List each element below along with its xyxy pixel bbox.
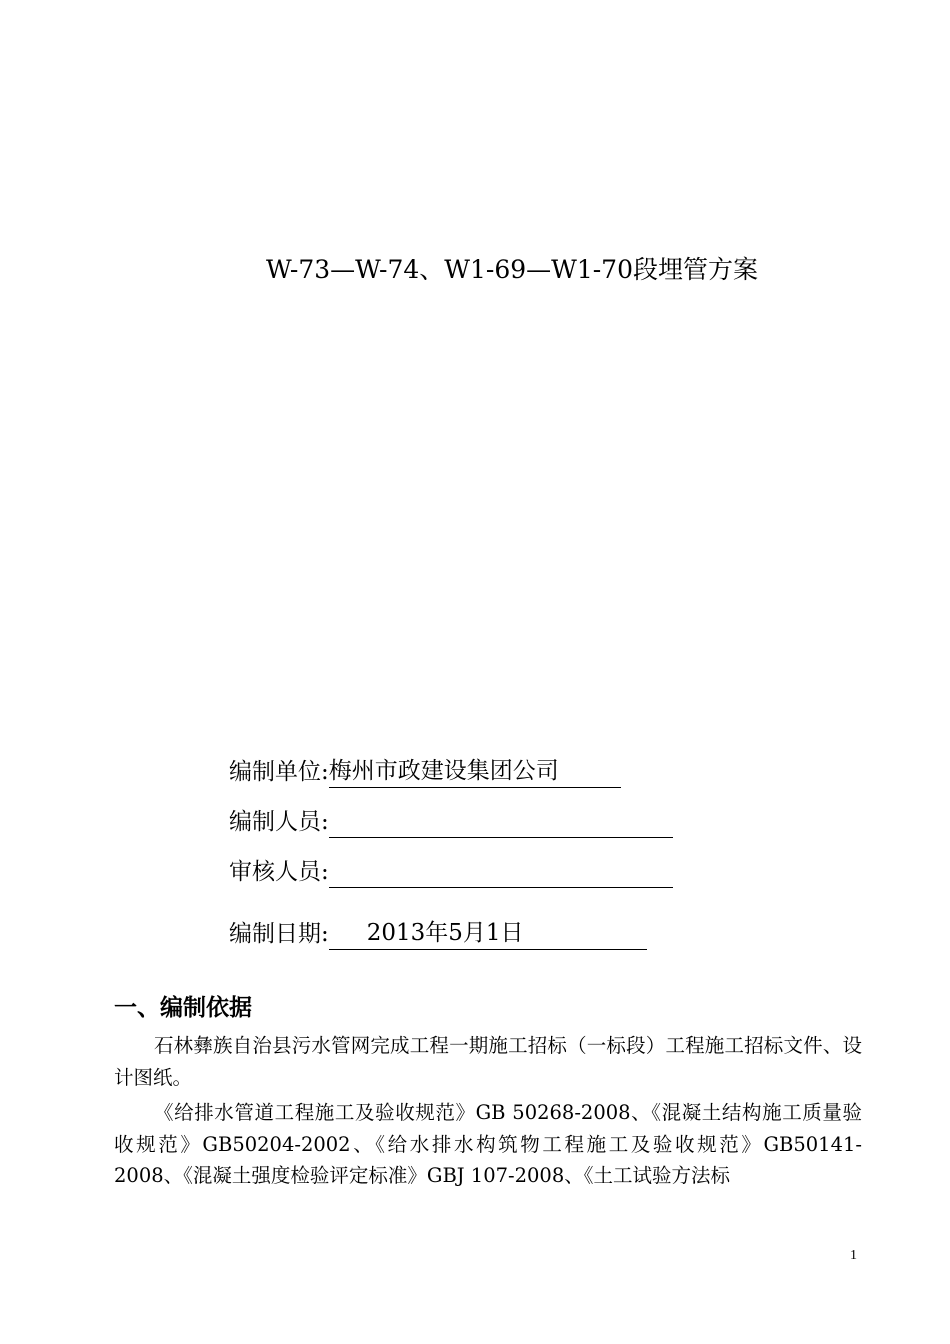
paragraph: 石林彝族自治县污水管网完成工程一期施工招标（一标段）工程施工招标文件、设计图纸。 — [114, 1034, 862, 1089]
document-title: W-73—W-74、W1-69—W1-70段埋管方案 — [266, 255, 758, 284]
compiling-unit-row — [229, 756, 621, 788]
compiling-unit-value: 梅州市政建设集团公司 — [329, 757, 621, 788]
compile-date-label: 编制日期: — [229, 921, 329, 947]
reviewer-label: 审核人员: — [229, 859, 329, 885]
reviewer-row — [229, 856, 673, 888]
section-heading: 一、编制依据 — [114, 995, 252, 1021]
compile-date-field — [329, 919, 647, 950]
compiling-unit-label: 编制单位: — [229, 759, 329, 785]
paragraph: 《给排水管道工程施工及验收规范》GB 50268-2008、《混凝土结构施工质量验收规范》GB50204-2002、《给水排水构筑物工程施工及验收规范》GB50141-2008、《混凝土强度检验评定标准》GBJ 107-2008、《土工试验方法标 — [114, 1101, 862, 1187]
reviewer-value — [329, 857, 673, 888]
compiler-value — [329, 807, 673, 838]
compiler-label: 编制人员: — [229, 809, 329, 835]
compile-date-value: 2013年5月1日 — [366, 920, 524, 946]
compiler-row — [229, 806, 673, 838]
compile-date-row — [229, 918, 647, 950]
page-number: 1 — [850, 1248, 857, 1263]
